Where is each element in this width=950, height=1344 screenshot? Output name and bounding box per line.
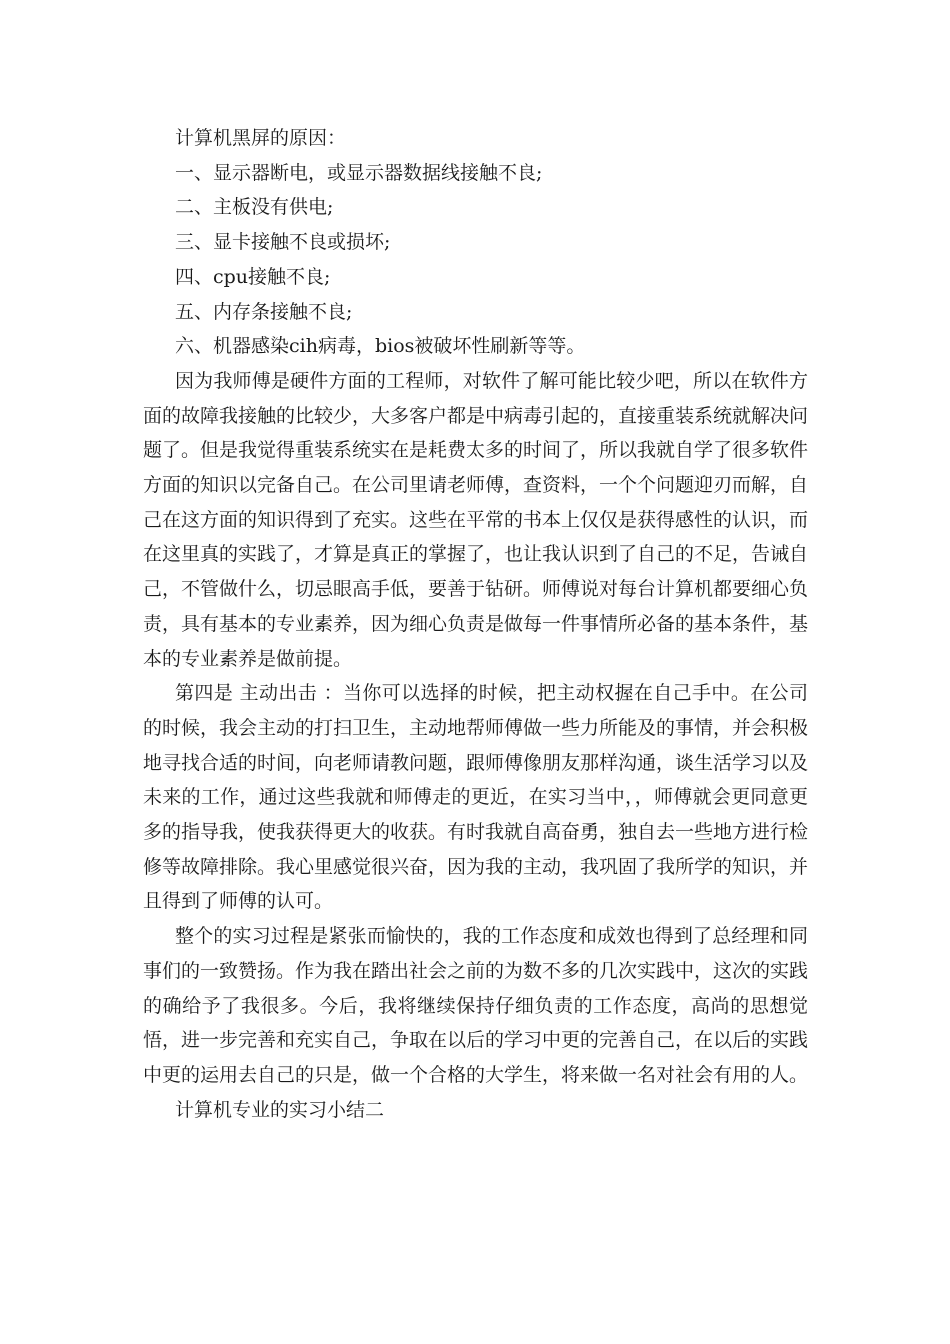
document-page	[143, 121, 808, 1127]
paragraph-summary: 整个的实习过程是紧张而愉快的，我的工作态度和成效也得到了总经理和同事们的一致赞扬。作为我在踏出社会之前的为数不多的几次实践中，这次的实践的确给予了我很多。今后，我将继续保持仔细负责的工作态度，高尚的思想觉悟，进一步完善和充实自己，争取在以后的学习中更的完善自己，在以后的实践中更的运用去自己的只是，做一个合格的大学生，将来做一名对社会有用的人。	[143, 925, 809, 1086]
cause-item-5: 五、内存条接触不良;	[175, 300, 353, 323]
cause-item-6: 六、机器感染cih病毒，bios被破坏性刷新等等。	[175, 335, 586, 358]
cause-item-2: 二、主板没有供电;	[175, 196, 334, 219]
paragraph-software-learning: 因为我师傅是硬件方面的工程师，对软件了解可能比较少吧，所以在软件方面的故障我接触的比较少，大多客户都是中病毒引起的，直接重装系统就解决问题了。但是我觉得重装系统实在是耗费太多的时间了，所以我就自学了很多软件方面的知识以完备自己。在公司里请老师傅，查资料，一个个问题迎刃而解，自己在这方面的知识得到了充实。这些在平常的书本上仅仅是获得感性的认识，而在这里真的实践了，才算是真正的掌握了，也让我认识到了自己的不足，告诫自己，不管做什么，切忌眼高手低，要善于钻研。师傅说对每台计算机都要细心负责，具有基本的专业素养，因为细心负责是做每一件事情所必备的基本条件，基本的专业素养是做前提。	[143, 369, 809, 670]
paragraph-initiative: 第四是 主动出击 ：当你可以选择的时候，把主动权握在自己手中。在公司的时候，我会主动的打扫卫生，主动地帮师傅做一些力所能及的事情，并会积极地寻找合适的时间，向老师请教问题，跟师傅像朋友那样沟通，谈生活学习以及未来的工作，通过这些我就和师傅走的更近，在实习当中，，师傅就会更同意更多的指导我，使我获得更大的收获。有时我就自高奋勇，独自去一些地方进行检修等故障排除。我心里感觉很兴奋，因为我的主动，我巩固了我所学的知识，并且得到了师傅的认可。	[143, 682, 809, 913]
cause-item-3: 三、显卡接触不良或损坏;	[175, 231, 391, 254]
section-title: 计算机专业的实习小结二	[175, 1098, 385, 1121]
cause-item-4: 四、cpu接触不良;	[175, 265, 331, 288]
document-heading: 计算机黑屏的原因：	[175, 127, 347, 149]
cause-item-1: 一、显示器断电，或显示器数据线接触不良;	[175, 161, 543, 184]
